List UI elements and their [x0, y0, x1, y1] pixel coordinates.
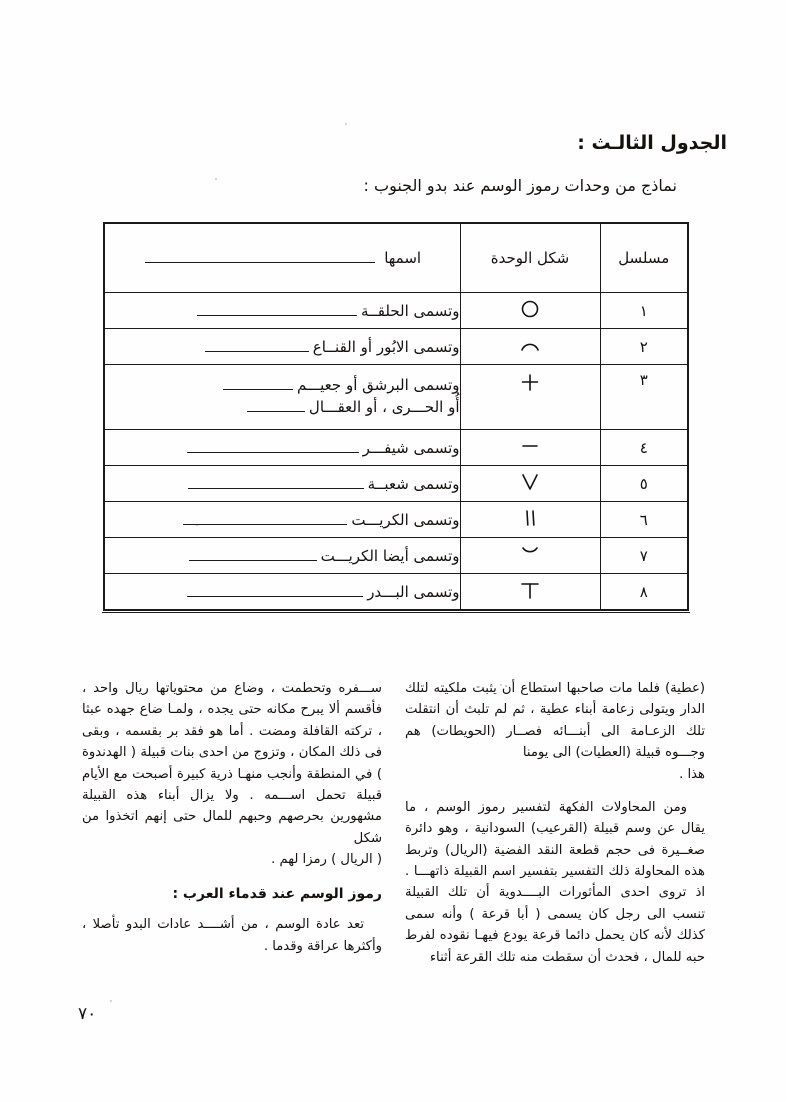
cell-name [104, 329, 460, 365]
paragraph-text: ســـفره وتحطمت ، وضاع من محتوياتها ريال واحد ، فأقسم ألا يبرح مكانه حتى يجده ، ولمـا ضاع جهده عبثا ، تركته القافلة ومضت . أما هو فقد بر بقسمه ، وبقى فى ذلك المكان ، وتزوج من احدى بنات قبيلة ( الهدندوة ) في المنطقة وأنجب منهـا ذرية كبيرة أصبحت مع الأيام قبيلة تحمل اســـمه . ولا يزال أبناء هذه القبيلة مشهورين بحرصهم وحبهم للمال حتى إنهم اتخذوا من شكل [82, 681, 382, 846]
unit-name-label: وتسمى شعبــة [367, 474, 460, 493]
paragraph-text: (عطية) فلما مات صاحبها استطاع أن يثبت ملكيته لتلك الدار ويتولى زعامة أبناء عطية ، ثم لم تلبث أن انتقلت تلك الزعـامة الى أبنـــائه فصــار (الحويطات) هم وجـــوه قبيلة (العطيات) الى يومنا [405, 681, 705, 761]
cell-serial: ٨ [600, 574, 688, 611]
column-header-serial: مسلسل [600, 223, 688, 293]
unit-name-label: وتسمى البرشق أو جعيـــم [296, 376, 460, 395]
circle-symbol [513, 297, 547, 321]
section-subheading: رموز الوسم عند قدماء العرب : [172, 886, 382, 903]
vee-symbol [513, 470, 547, 494]
page-number: ٧٠ [78, 1004, 97, 1024]
table-caption: الجدول الثالـث : [577, 132, 727, 154]
text-column-right [405, 678, 705, 980]
symbol-table [103, 222, 689, 611]
table-row [104, 365, 688, 430]
kashida-extender [187, 586, 363, 596]
arc-up-symbol [513, 333, 547, 357]
unit-name-label: وتسمى الكريـــت [351, 510, 460, 529]
arc-down-symbol [513, 542, 547, 566]
table-row [104, 293, 688, 329]
cell-name [104, 365, 460, 430]
cell-serial: ٥ [600, 466, 688, 502]
scan-speck [345, 123, 347, 125]
table-subcaption: نماذج من وحدات رموز الوسم عند بدو الجنوب : [363, 176, 677, 195]
cell-name [104, 466, 460, 502]
table-row [104, 430, 688, 466]
table-row [104, 466, 688, 502]
paragraph: تعد عادة الوسم ، من أشــــد عادات البدو تأصلا ، وأكثرها عراقة وقدما . [82, 917, 382, 954]
paragraph-tail: ( الريال ) رمزا لهم . [271, 852, 382, 867]
cell-name [104, 574, 460, 611]
kashida-extender [188, 478, 364, 488]
kashida-extender [223, 380, 293, 390]
paragraph [82, 678, 382, 870]
table-row [104, 574, 688, 611]
kashida-extender [197, 305, 357, 315]
unit-name-extra: أُو الحـــرى ، أو العقـــال [308, 398, 460, 416]
unit-name-label: وتسمى الابُور أو القنــاع [312, 337, 460, 356]
cell-shape [460, 365, 600, 430]
kashida-extender [205, 341, 309, 351]
kashida-extender [145, 253, 375, 263]
double-bar-symbol [513, 506, 547, 530]
cell-serial: ١ [600, 293, 688, 329]
kashida-extender [189, 550, 317, 560]
cell-shape [460, 293, 600, 329]
cell-serial: ٢ [600, 329, 688, 365]
cell-shape [460, 466, 600, 502]
body-text-area [82, 678, 705, 978]
cross-symbol [513, 371, 547, 395]
unit-name-secondary-line [105, 397, 460, 419]
cell-name [104, 293, 460, 329]
column-header-name-label: اسمها [384, 249, 422, 267]
column-header-name [104, 223, 460, 293]
cell-shape [460, 502, 600, 538]
kashida-extender [183, 514, 347, 524]
unit-name-label: وتسمى شيفـــر [362, 438, 460, 457]
paragraph [405, 678, 705, 785]
cell-serial: ٤ [600, 430, 688, 466]
cell-name [104, 538, 460, 574]
tee-symbol [513, 578, 547, 602]
unit-name-label: وتسمى أيضا الكريـــت [320, 546, 460, 565]
table-row [104, 502, 688, 538]
column-header-shape: شكل الوحدة [460, 223, 600, 293]
scan-speck [110, 1000, 112, 1002]
cell-shape [460, 329, 600, 365]
unit-name-label: وتسمى الحلقــة [360, 301, 460, 320]
symbol-table-container [103, 222, 689, 611]
kashida-extender [187, 442, 359, 452]
unit-name-label: وتسمى البـــدر [367, 582, 460, 601]
table-row [104, 329, 688, 365]
paragraph: ومن المحاولات الفكهة لتفسير رموز الوسم ، ما يقال عن وسم قبيلة (القرعيب) السودانية ، وهو دائرة صغــيرة فى حجم قطعة النقد الفضية (الريال) وتربط هذه المحاولة ذلك التفسير بتفسير اسم القبيلة ذاتهـــا . اذ تروى احدى المأثورات البــــدوية أن تلك القبيلة تنسب الى رجل كان يسمى ( أبا قرعة ) وأنه سمى كذلك لأنه كان يحمل دائما قرعة يودع فيهـا نقوده لفرط حبه للمال ، فحدث أن سقطت منه تلك القرعة أثناء [405, 799, 705, 965]
cell-serial: ٣ [600, 365, 688, 430]
table-body [104, 293, 688, 611]
cell-shape [460, 538, 600, 574]
table-row [104, 538, 688, 574]
table-head [104, 223, 688, 293]
dash-symbol [513, 434, 547, 458]
cell-serial: ٧ [600, 538, 688, 574]
kashida-extender [247, 402, 305, 412]
cell-name [104, 430, 460, 466]
table-header-row [104, 223, 688, 293]
cell-shape [460, 574, 600, 611]
text-column-left [82, 678, 382, 969]
cell-shape [460, 430, 600, 466]
cell-name [104, 502, 460, 538]
cell-serial: ٦ [600, 502, 688, 538]
paragraph-tail: هذا . [679, 766, 705, 782]
